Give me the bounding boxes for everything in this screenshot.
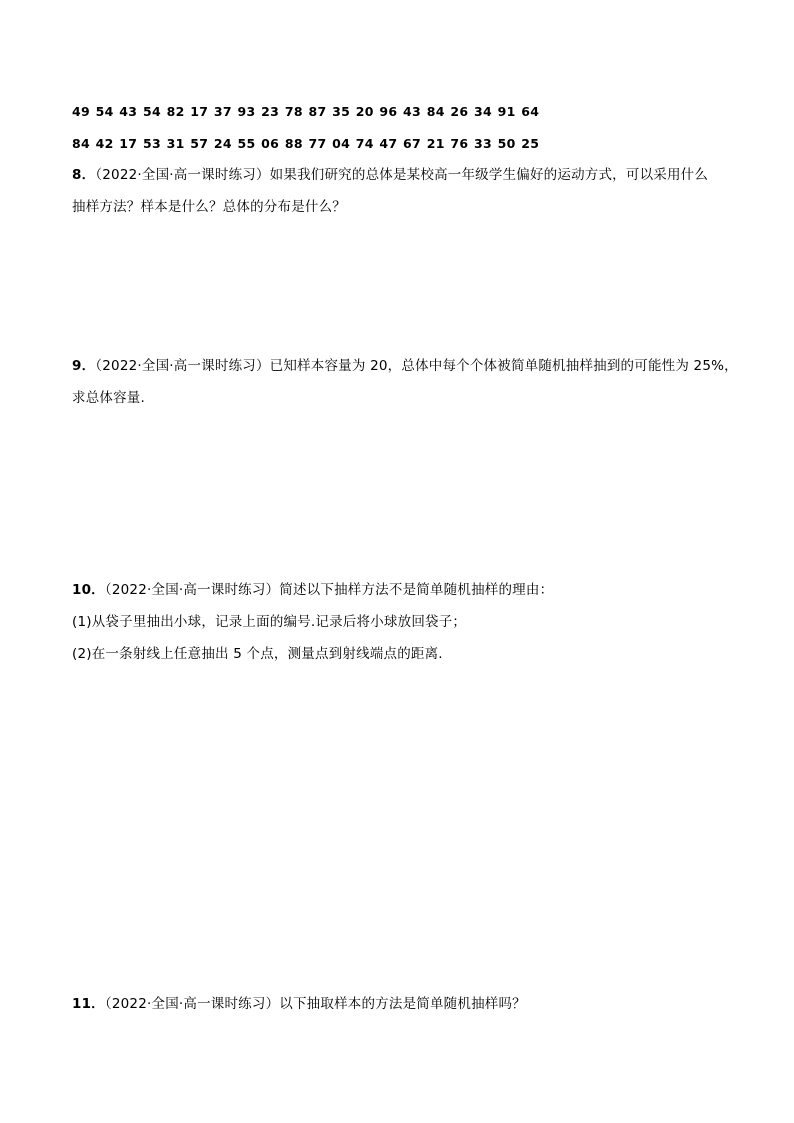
question-9-text-1: （2022·全国·高一课时练习）已知样本容量为 20，总体中每个个体被简单随机抽样抽到的可能性为 25%，: [95, 358, 738, 374]
question-8-number: 8．: [72, 167, 96, 183]
question-9-number: 9．: [72, 358, 96, 374]
random-number-row-2: 84 42 17 53 31 57 24 55 06 88 77 04 74 47 67 21 76 33 50 25: [72, 136, 540, 151]
question-9-line-1: [72, 356, 738, 376]
question-11-text-1: （2022·全国·高一课时练习）以下抽取样本的方法是简单随机抽样吗？: [104, 996, 526, 1012]
question-10-line-1: [72, 580, 553, 600]
question-8-text-1: （2022·全国·高一课时练习）如果我们研究的总体是某校高一年级学生偏好的运动方式，可以采用什么: [95, 167, 709, 183]
question-11-line-1: [72, 994, 526, 1014]
question-10-text-2: (1)从袋子里抽出小球，记录上面的编号.记录后将小球放回袋子；: [72, 614, 467, 630]
question-10-text-1: （2022·全国·高一课时练习）简述以下抽样方法不是简单随机抽样的理由：: [104, 582, 554, 598]
question-10-text-3: (2)在一条射线上任意抽出 5 个点，测量点到射线端点的距离.: [72, 646, 443, 662]
random-number-row-1: 49 54 43 54 82 17 37 93 23 78 87 35 20 96 43 84 26 34 91 64: [72, 104, 540, 119]
question-11-number: 11．: [72, 996, 105, 1012]
question-10-number: 10．: [72, 582, 105, 598]
question-8-text-2: 抽样方法？样本是什么？总体的分布是什么？: [72, 199, 346, 215]
question-9-text-2: 求总体容量.: [72, 390, 145, 406]
question-8-line-1: [72, 165, 708, 185]
